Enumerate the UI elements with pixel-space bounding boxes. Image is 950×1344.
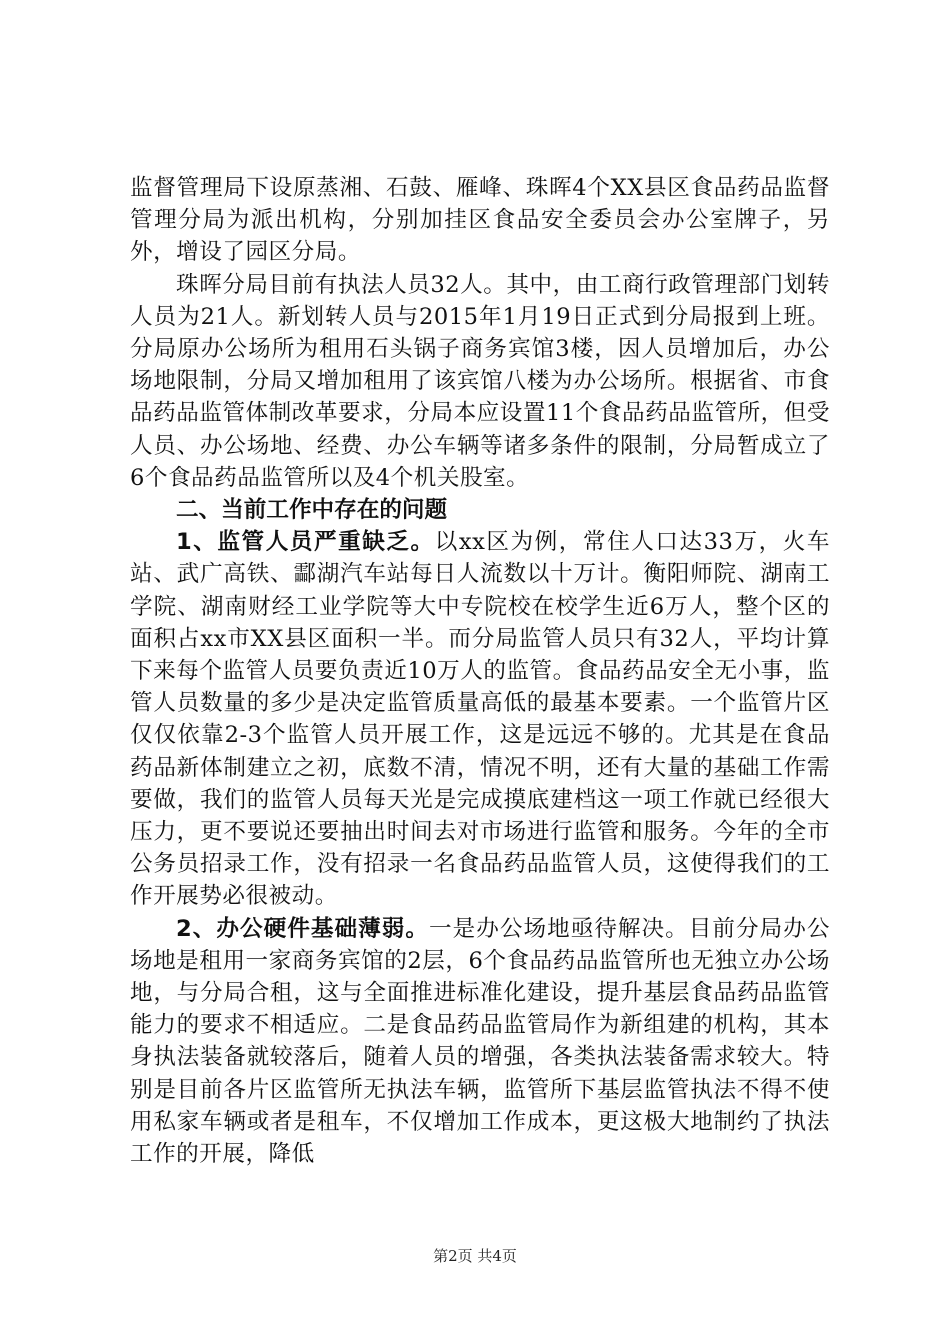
paragraph-body-office-hardware: 一是办公场地亟待解决。目前分局办公场地是租用一家商务宾馆的2层，6个食品药品监管所也无独立办公场地，与分局合租，这与全面推进标准化建设，提升基层食品药品监管能力的要求不相适应。二是食品药品监管局作为新组建的机构，其本身执法装备就较落后，随着人员的增强，各类执法装备需求较大。特别是目前各片区监管所无执法车辆，监管所下基层监管执法不得不使用私家车辆或者是租车，不仅增加工作成本，更这极大地制约了执法工作的开展，降低 [130, 915, 830, 1168]
paragraph-lead-staff-shortage: 1、监管人员严重缺乏。 [176, 529, 435, 556]
paragraph-staff-shortage [130, 526, 830, 912]
paragraph-zhuhui-branch: 珠晖分局目前有执法人员32人。其中，由工商行政管理部门划转人员为21人。新划转人员与2015年1月19日正式到分局报到上班。分局原办公场所为租用石头锅子商务宾馆3楼，因人员增加后，办公场地限制，分局又增加租用了该宾馆八楼为办公场所。根据省、市食品药品监管体制改革要求，分局本应设置11个食品药品监管所，但受人员、办公场地、经费、办公车辆等诸多条件的限制，分局暂成立了6个食品药品监管所以及4个机关股室。 [130, 271, 830, 491]
paragraph-continuation: 监督管理局下设原蒸湘、石鼓、雁峰、珠晖4个XX县区食品药品监督管理分局为派出机构，分别加挂区食品安全委员会办公室牌子，另外，增设了园区分局。 [130, 175, 830, 266]
document-body [130, 172, 830, 1170]
paragraph-office-hardware [130, 913, 830, 1171]
paragraph-body-staff-shortage: 以xx区为例，常住人口达33万，火车站、武广高铁、酃湖汽车站每日人流数以十万计。衡阳师院、湖南工学院、湖南财经工业学院等大中专院校在校学生近6万人，整个区的面积占xx市XX县区面积一半。而分局监管人员只有32人，平均计算下来每个监管人员要负责近10万人的监管。食品药品安全无小事，监管人员数量的多少是决定监管质量高低的最基本要素。一个监管片区仅仅依靠2-3个监管人员开展工作，这是远远不够的。尤其是在食品药品新体制建立之初，底数不清，情况不明，还有大量的基础工作需要做，我们的监管人员每天光是完成摸底建档这一项工作就已经很大压力，更不要说还要抽出时间去对市场进行监管和服务。今年的全市公务员招录工作，没有招录一名食品药品监管人员，这使得我们的工作开展势必很被动。 [130, 529, 830, 910]
paragraph-lead-office-hardware: 2、办公硬件基础薄弱。 [176, 915, 429, 942]
section-heading-problems: 二、当前工作中存在的问题 [176, 497, 448, 524]
page-footer: 第2页 共4页 [433, 1247, 517, 1265]
